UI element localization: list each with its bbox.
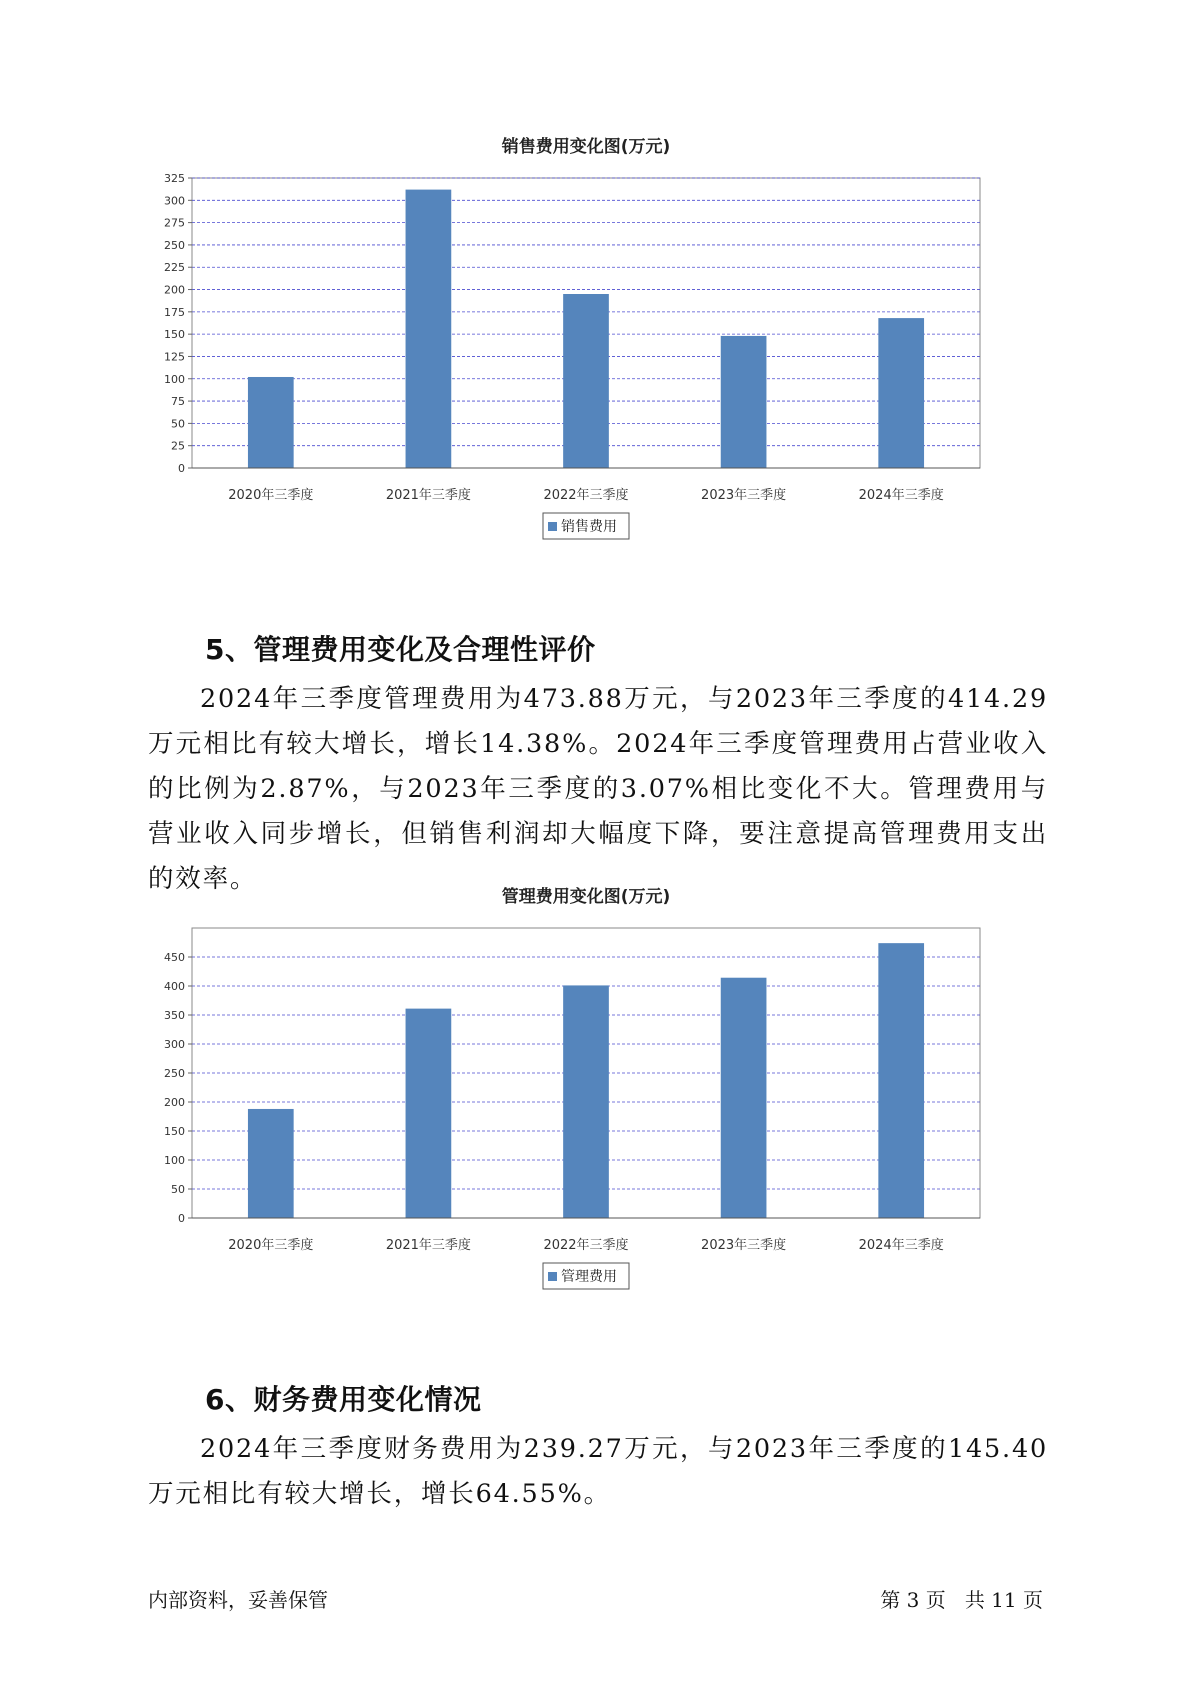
bar (406, 190, 452, 468)
chart-title: 销售费用变化图(万元) (501, 137, 671, 157)
footer-left: 内部资料，妥善保管 (148, 1588, 328, 1612)
y-tick-label: 300 (164, 194, 185, 208)
section-6-paragraph (148, 1427, 1048, 1517)
x-tick-label: 2023年三季度 (701, 1238, 787, 1253)
chart-title: 管理费用变化图(万元) (501, 887, 671, 907)
y-tick-label: 200 (164, 283, 185, 297)
y-tick-label: 200 (164, 1096, 185, 1109)
section-5-text: 2024年三季度管理费用为473.88万元，与2023年三季度的414.29万元相比有较大增长，增长14.38%。2024年三季度管理费用占营业收入的比例为2.87%，与2023年三季度的3.07%相比变化不大。管理费用与营业收入同步增长，但销售利润却大幅度下降，要注意提高管理费用支出的效率。 (148, 684, 1048, 894)
y-tick-label: 0 (178, 462, 185, 475)
x-tick-label: 2021年三季度 (385, 488, 471, 503)
footer-page-number: 第 3 页 共 11 页 (880, 1588, 1043, 1612)
legend-swatch (548, 522, 557, 531)
y-tick-label: 100 (164, 1154, 185, 1167)
x-tick-label: 2022年三季度 (543, 488, 629, 503)
x-tick-label: 2023年三季度 (701, 488, 787, 503)
y-tick-label: 250 (164, 1067, 185, 1080)
x-tick-label: 2021年三季度 (385, 1238, 471, 1253)
bar (721, 978, 767, 1218)
x-tick-label: 2024年三季度 (858, 488, 944, 503)
y-tick-label: 175 (164, 305, 185, 319)
x-tick-label: 2024年三季度 (858, 1238, 944, 1253)
y-tick-label: 350 (164, 1009, 185, 1022)
y-tick-label: 150 (164, 328, 185, 342)
y-tick-label: 450 (164, 951, 185, 964)
legend-swatch (548, 1272, 557, 1281)
admin-expense-chart (150, 880, 1030, 1300)
bar (563, 985, 609, 1218)
section-5-paragraph (148, 677, 1048, 902)
bar (878, 318, 924, 468)
y-tick-label: 0 (178, 1212, 185, 1225)
y-tick-label: 50 (171, 417, 185, 431)
y-tick-label: 100 (164, 372, 185, 386)
legend-label: 管理费用 (561, 1269, 617, 1285)
bar (248, 1109, 294, 1218)
y-tick-label: 125 (164, 350, 185, 364)
admin-expense-chart-svg (150, 880, 1030, 1300)
y-tick-label: 75 (171, 395, 185, 409)
y-tick-label: 250 (164, 238, 185, 252)
y-tick-label: 400 (164, 980, 185, 993)
y-tick-label: 275 (164, 216, 185, 230)
section-5-heading: 5、管理费用变化及合理性评价 (205, 633, 596, 666)
y-tick-label: 300 (164, 1038, 185, 1051)
bar (406, 1009, 452, 1218)
bar (563, 294, 609, 468)
y-tick-label: 325 (164, 172, 185, 185)
section-6-text: 2024年三季度财务费用为239.27万元，与2023年三季度的145.40万元相比有较大增长，增长64.55%。 (148, 1434, 1048, 1509)
y-tick-label: 150 (164, 1125, 185, 1138)
y-tick-label: 225 (164, 261, 185, 275)
bar (721, 336, 767, 468)
bar (878, 943, 924, 1218)
legend-label: 销售费用 (561, 519, 617, 535)
section-6-heading: 6、财务费用变化情况 (205, 1383, 482, 1416)
x-tick-label: 2020年三季度 (228, 1238, 314, 1253)
sales-expense-chart (150, 130, 1030, 550)
y-tick-label: 50 (171, 1183, 185, 1196)
x-tick-label: 2022年三季度 (543, 1238, 629, 1253)
bar (248, 377, 294, 468)
sales-expense-chart-svg (150, 130, 1030, 550)
x-tick-label: 2020年三季度 (228, 488, 314, 503)
y-tick-label: 25 (171, 439, 185, 453)
